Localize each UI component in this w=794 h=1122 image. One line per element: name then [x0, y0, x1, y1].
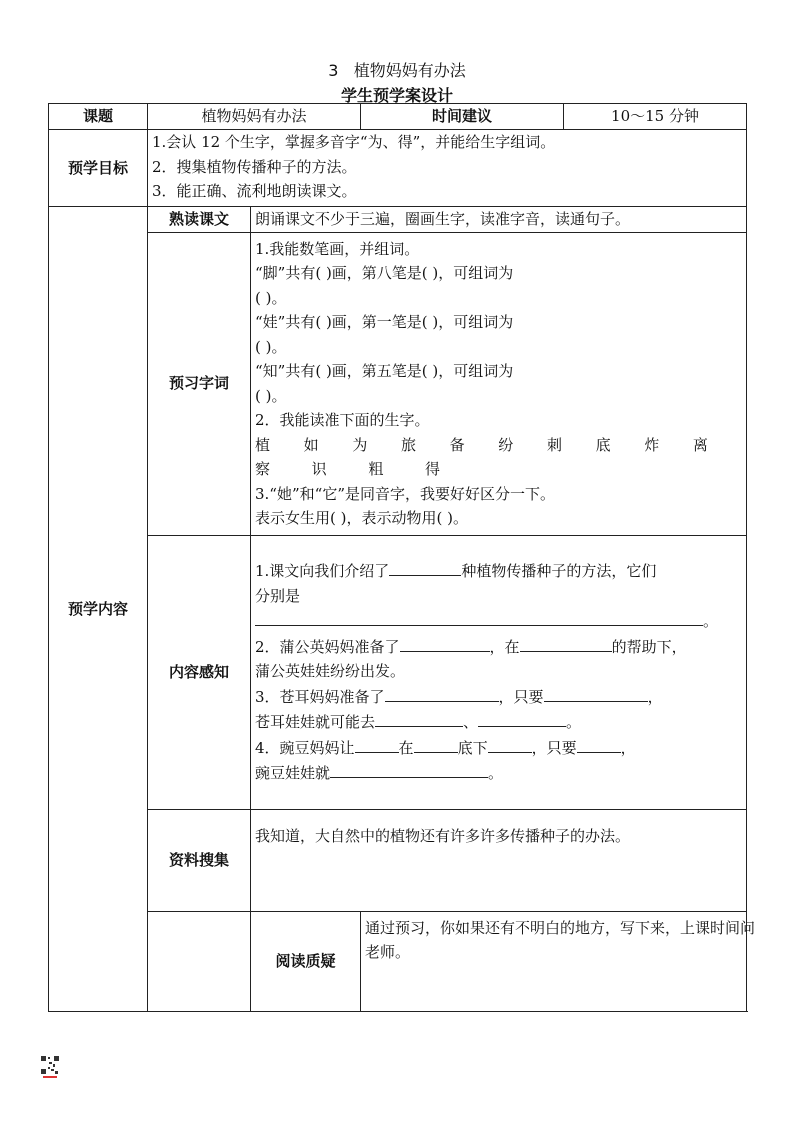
char-item: 察	[255, 460, 271, 478]
char-list-row-1	[255, 433, 742, 458]
perception-row	[49, 535, 747, 809]
goal-item: 1.会认 12 个生字，掌握多音字“为、得”，并能给生字组词。	[152, 133, 556, 151]
questions-line: 老师。	[365, 943, 411, 961]
fill-blank	[375, 709, 463, 727]
lesson-name: 植物妈妈有办法	[353, 61, 466, 80]
questions-text	[361, 911, 756, 1011]
preview-line: 2．我能读准下面的生字。	[255, 411, 430, 429]
fill-blank	[577, 735, 621, 753]
lesson-title	[0, 58, 794, 81]
perception-q1: 1.课文向我们介绍了 种植物传播种子的方法，它们	[255, 558, 742, 584]
preview-line: ( )。	[255, 386, 287, 405]
preview-line: 1.我能数笔画，并组词。	[255, 239, 420, 258]
fill-blank	[330, 760, 488, 778]
goal-item: 2．搜集植物传播种子的方法。	[152, 157, 357, 176]
goals-list	[148, 130, 747, 207]
perception-q2-cont: 蒲公英娃娃纷纷出发。	[255, 662, 406, 681]
content-label: 预学内容	[49, 207, 148, 1012]
char-item: 粗	[368, 460, 384, 478]
topic-value: 植物妈妈有办法	[148, 104, 361, 130]
perception-q2: 2．蒲公英妈妈准备了 ，在 的帮助下，	[255, 634, 742, 660]
preview-words-row	[49, 232, 747, 535]
qr-code-icon	[40, 1055, 60, 1079]
perception-content	[251, 535, 747, 809]
char-item: 如	[303, 435, 319, 454]
char-item: 识	[311, 460, 327, 478]
fill-blank	[544, 684, 648, 702]
fill-blank	[385, 684, 499, 702]
goals-row	[49, 130, 747, 207]
questions-row	[49, 911, 747, 1011]
preview-words-label: 预习字词	[148, 232, 251, 535]
perception-label: 内容感知	[148, 535, 251, 809]
preview-line: 3.“她”和“它”是同音字，我要好好区分一下。	[255, 484, 555, 503]
reading-row	[49, 207, 747, 233]
materials-text: 我知道，大自然中的植物还有许多许多传播种子的办法。	[251, 809, 747, 911]
questions-label: 阅读质疑	[251, 911, 361, 1011]
perception-q4-cont: 豌豆娃娃就 。	[255, 760, 742, 786]
time-label: 时间建议	[361, 104, 564, 130]
topic-label: 课题	[49, 104, 148, 130]
goal-item: 3．能正确、流利地朗读课文。	[152, 182, 357, 200]
reading-label: 熟读课文	[148, 207, 251, 233]
materials-label: 资料搜集	[148, 809, 251, 911]
char-item: 得	[424, 460, 440, 478]
worksheet-subtitle: 学生预学案设计	[340, 86, 453, 105]
worksheet-table	[48, 103, 756, 1012]
fill-blank	[400, 634, 490, 652]
perception-q4: 4．豌豆妈妈让 在 底下 ，只要 ，	[255, 735, 742, 761]
preview-words-content	[251, 232, 747, 535]
fill-blank	[478, 709, 566, 727]
preview-line: ( )。	[255, 337, 287, 356]
reading-text: 朗诵课文不少于三遍，圈画生字，读准字音，读通句子。	[251, 207, 747, 233]
fill-blank	[520, 634, 612, 652]
preview-line: ( )。	[255, 288, 287, 307]
questions-line: 通过预习，你如果还有不明白的地方，写下来，上课时间问	[365, 918, 756, 937]
lesson-number: 3	[328, 61, 339, 80]
char-item: 植	[255, 435, 271, 454]
perception-q3-cont: 苍耳娃娃就可能去 、 。	[255, 709, 742, 735]
fill-blank	[255, 608, 703, 626]
char-item: 备	[449, 435, 465, 454]
char-list-row-2	[255, 457, 440, 482]
char-item: 炸	[644, 435, 660, 454]
header-row	[49, 104, 747, 130]
time-value: 10～15 分钟	[564, 104, 747, 130]
char-item: 离	[692, 435, 708, 454]
perception-q1-answer: 。	[255, 608, 742, 634]
fill-blank	[414, 735, 458, 753]
fill-blank	[355, 735, 399, 753]
preview-line: “娃”共有( )画，第一笔是( )，可组词为	[255, 313, 514, 331]
char-item: 刺	[546, 435, 562, 454]
goals-label: 预学目标	[49, 130, 148, 207]
preview-line: “脚”共有( )画，第八笔是( )，可组词为	[255, 264, 514, 282]
perception-q3: 3．苍耳妈妈准备了 ，只要 ，	[255, 684, 742, 710]
char-item: 纷	[498, 435, 514, 454]
char-item: 为	[352, 435, 368, 454]
char-item: 旅	[400, 435, 416, 454]
fill-blank	[488, 735, 532, 753]
materials-row	[49, 809, 747, 911]
perception-q1-cont: 分别是	[255, 586, 301, 605]
char-item: 底	[595, 435, 611, 454]
preview-line: 表示女生用( )，表示动物用( )。	[255, 509, 468, 527]
fill-blank	[389, 558, 461, 576]
preview-line: “知”共有( )画，第五笔是( )，可组词为	[255, 362, 514, 380]
